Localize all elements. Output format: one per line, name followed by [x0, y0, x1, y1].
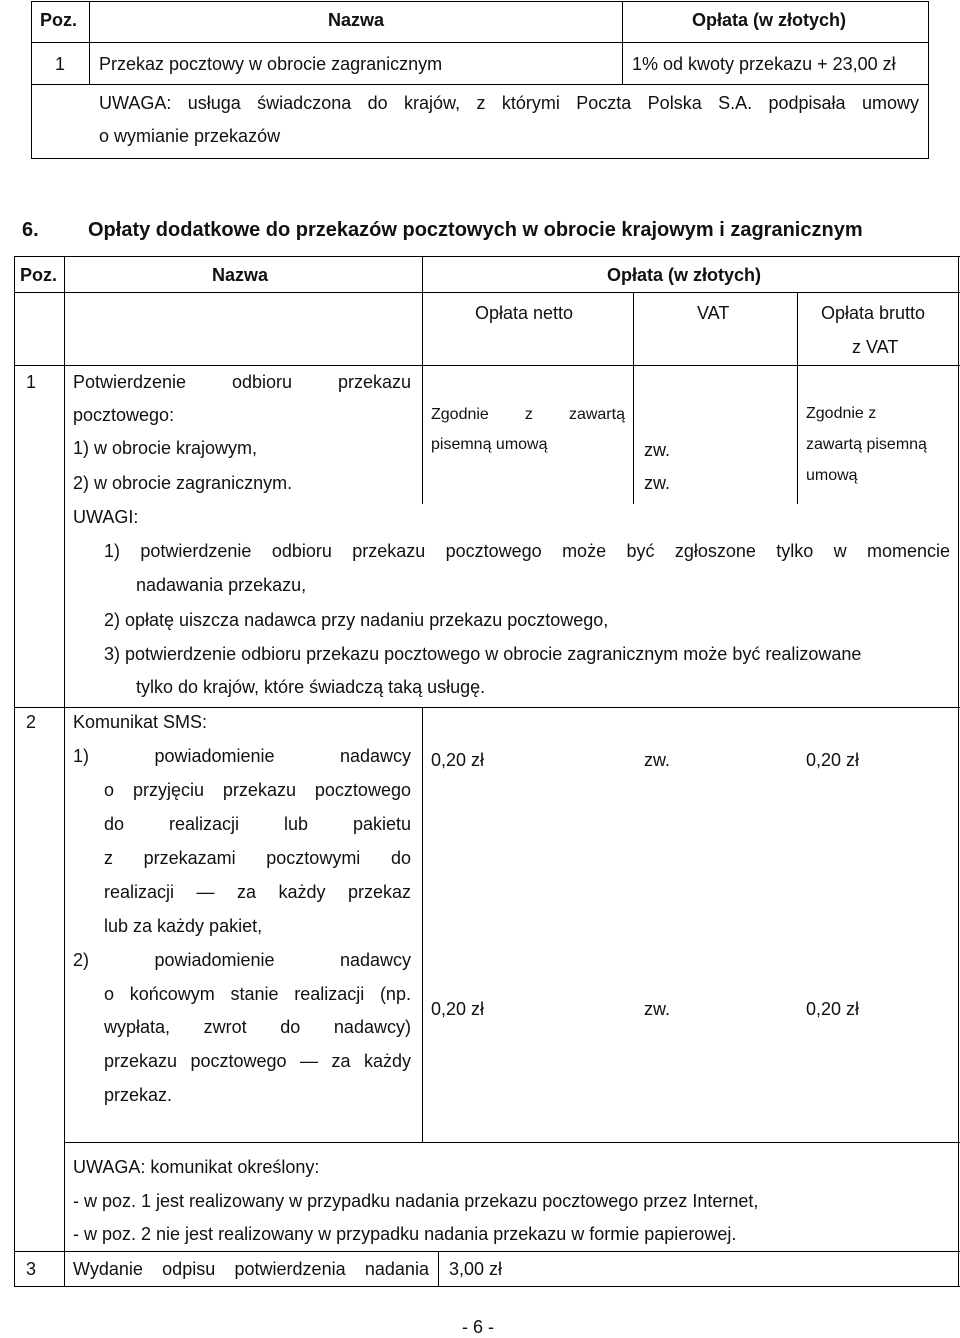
note-word: Polska [647, 93, 702, 113]
item-word: stanie [230, 984, 279, 1004]
table2-header-netto: Opłata netto [475, 303, 574, 323]
section-number: 6. [22, 219, 39, 241]
table2-row2-number: 2 [26, 712, 37, 732]
table2-row1-vat-1: zw. [644, 440, 671, 460]
row3-word: nadania [364, 1259, 429, 1279]
table1-border-right [928, 1, 929, 159]
item-word: do [390, 848, 411, 868]
table2-border-right [958, 256, 959, 1287]
table2-header-fee: Opłata (w złotych) [607, 265, 762, 285]
table2-row2-item2-vat: zw. [644, 999, 671, 1019]
uwagi-word: może [562, 541, 607, 561]
table2-row2-item2-line [104, 984, 411, 1005]
item-word: każdy [278, 882, 326, 902]
netto-word: zawartą [568, 406, 625, 423]
table1-border-left [31, 1, 32, 159]
table2-row1-uwagi-1-line1 [104, 541, 950, 562]
uwagi-word: zgłoszone [674, 541, 756, 561]
table2-divider-name-row3 [438, 1251, 439, 1287]
table2-row2-item2-line [104, 1051, 411, 1072]
table2-row2-item1-brutto: 0,20 zł [806, 750, 860, 770]
item-word: — [300, 1051, 319, 1071]
item-word: o [104, 984, 115, 1004]
table2-row3-netto: 3,00 zł [449, 1259, 503, 1279]
table1-border-row [31, 84, 929, 85]
item-word: za [331, 1051, 351, 1071]
item-word: powiadomienie [154, 950, 275, 970]
table2-row2-item1-line [104, 882, 411, 903]
item-word: pocztowymi [266, 848, 361, 868]
table2-border-row2 [14, 1251, 960, 1252]
table2-border-left [14, 256, 15, 1287]
uwagi-word: momencie [866, 541, 950, 561]
table2-row2-item1-line [104, 780, 411, 801]
table2-row2-item2-brutto: 0,20 zł [806, 999, 860, 1019]
table2-row1-brutto-line3: umową [806, 467, 858, 484]
table2-row1-uwagi-2: 2) opłatę uiszcza nadawca przy nadaniu przekazu pocztowego, [104, 610, 609, 630]
item-word: za [236, 882, 256, 902]
table1-row1-note-line2: o wymianie przekazów [99, 126, 281, 146]
netto-word: z [524, 406, 533, 423]
item-word: 1) [73, 746, 90, 766]
table1-row1-fee: 1% od kwoty przekazu + 23,00 zł [632, 54, 896, 74]
item-word: o [104, 780, 115, 800]
table2-row2-uwaga-title: UWAGA: komunikat określony: [73, 1157, 320, 1177]
note-word: którymi [501, 93, 560, 113]
item-word: powiadomienie [154, 746, 275, 766]
table2-row2-item2-line [73, 950, 411, 971]
note-word: świadczona [257, 93, 352, 113]
table2-header-poz: Poz. [20, 265, 58, 285]
item-word: końcowym [129, 984, 215, 1004]
item-word: przekazu [104, 1051, 178, 1071]
table2-divider-name-row2 [422, 707, 423, 1142]
note-word: do [367, 93, 388, 113]
item-word: (np. [379, 984, 411, 1004]
item-word: pocztowego [190, 1051, 287, 1071]
item-word: nadawcy [339, 950, 411, 970]
note-word: S.A. [718, 93, 753, 113]
item-word: do [104, 814, 125, 834]
item-word: przekazami [143, 848, 236, 868]
netto-word: Zgodnie [431, 406, 489, 423]
uwagi-word: potwierdzenie [140, 541, 252, 561]
table2-border-bottom [14, 1286, 960, 1287]
item-word: przyjęciu [132, 780, 204, 800]
item-word: 2) [73, 950, 90, 970]
row3-word: potwierdzenia [234, 1259, 346, 1279]
table2-divider-name [422, 256, 423, 504]
table2-header-name: Nazwa [212, 265, 269, 285]
row3-word: odpisu [162, 1259, 216, 1279]
name-word: Potwierdzenie [73, 372, 187, 392]
table1-row1-name: Przekaz pocztowy w obrocie zagranicznym [99, 54, 443, 74]
table2-border-row2-inner [64, 1142, 960, 1143]
name-word: przekazu [337, 372, 411, 392]
item-word: do [280, 1017, 301, 1037]
table1-header-name: Nazwa [328, 10, 385, 30]
item-word: realizacji [294, 984, 365, 1004]
note-word: usługa [187, 93, 241, 113]
table2-row1-brutto-line1: Zgodnie z [806, 405, 877, 422]
table1-divider-poz [89, 1, 90, 84]
table2-row1-uwagi-title: UWAGI: [73, 507, 139, 527]
table1-row1-note-line1 [99, 93, 919, 114]
table2-row3-number: 3 [26, 1259, 37, 1279]
table2-header-brutto: Opłata brutto [821, 303, 926, 323]
table2-border-top [14, 256, 960, 257]
table2-row1-netto-line2: pisemną umową [431, 436, 548, 453]
table2-row1-uwagi-3-line1: 3) potwierdzenie odbioru przekazu pocztowego w obrocie zagranicznym może być realizowane [104, 644, 862, 664]
uwagi-word: pocztowego [445, 541, 542, 561]
table2-row1-number: 1 [26, 372, 37, 392]
table2-border-row1 [14, 707, 960, 708]
table2-row1-netto-line1 [431, 406, 625, 424]
table2-row1-name-line3: 1) w obrocie krajowym, [73, 438, 258, 458]
note-word: podpisała [768, 93, 846, 113]
item-word: nadawcy) [333, 1017, 411, 1037]
table2-row2-title: Komunikat SMS: [73, 712, 208, 732]
uwagi-word: tylko [776, 541, 814, 561]
item-word: realizacji [168, 814, 240, 834]
note-word: umowy [861, 93, 919, 113]
item-word: przekazu [222, 780, 296, 800]
name-word: odbioru [231, 372, 293, 392]
table1-border-top [31, 1, 929, 2]
table2-row1-name-line1 [73, 372, 411, 393]
table2-row2-item2-netto: 0,20 zł [431, 999, 485, 1019]
table2-row1-uwagi-3-line2: tylko do krajów, które świadczą taką usługę. [136, 677, 486, 697]
table2-divider-poz [64, 256, 65, 1287]
table2-row1-name-line4: 2) w obrocie zagranicznym. [73, 473, 293, 493]
table2-row1-uwagi-1-line2: nadawania przekazu, [136, 575, 307, 595]
table2-row2-item1-line [104, 848, 411, 869]
note-word: krajów, [404, 93, 461, 113]
table2-border-subheader [14, 365, 960, 366]
item-word: nadawcy [339, 746, 411, 766]
table1-header-poz: Poz. [40, 10, 78, 30]
table1-header-fee: Opłata (w złotych) [692, 10, 847, 30]
table2-row1-name-line2: pocztowego: [73, 405, 175, 425]
table1-row1-number: 1 [55, 54, 66, 74]
table2-row1-brutto-line2: zawartą pisemną [806, 436, 927, 453]
uwagi-word: w [833, 541, 847, 561]
table1-border-header [31, 42, 929, 43]
item-word: lub [283, 814, 308, 834]
uwagi-word: przekazu [352, 541, 426, 561]
table2-row2-item1-last: lub za każdy pakiet, [104, 916, 263, 936]
uwagi-word: 1) [104, 541, 121, 561]
note-word: z [476, 93, 486, 113]
table2-row2-item1-netto: 0,20 zł [431, 750, 485, 770]
note-word: Poczta [576, 93, 632, 113]
table2-row2-item2-last: przekaz. [104, 1085, 173, 1105]
table2-row2-uwaga-1: - w poz. 1 jest realizowany w przypadku nadania przekazu pocztowego przez Internet, [73, 1191, 759, 1211]
item-word: realizacji [104, 882, 175, 902]
table1-border-bottom [31, 158, 929, 159]
table2-divider-vat [797, 292, 798, 504]
table2-row2-item2-line [104, 1017, 411, 1038]
item-word: zwrot [203, 1017, 247, 1037]
table2-row3-name [73, 1259, 429, 1280]
table2-row2-item1-vat: zw. [644, 750, 671, 770]
table2-divider-netto [633, 292, 634, 504]
uwagi-word: odbioru [271, 541, 332, 561]
item-word: przekaz [347, 882, 411, 902]
table2-row1-vat-2: zw. [644, 473, 671, 493]
item-word: z [104, 848, 113, 868]
page-number: - 6 - [462, 1317, 495, 1337]
item-word: — [196, 882, 215, 902]
table2-row2-item1-line [73, 746, 411, 767]
item-word: każdy [363, 1051, 411, 1071]
table2-row2-item1-line [104, 814, 411, 835]
section-title: Opłaty dodatkowe do przekazów pocztowych w obrocie krajowym i zagranicznym [88, 219, 863, 241]
table2-header-brutto-vat: z VAT [852, 337, 899, 357]
table2-header-vat: VAT [697, 303, 730, 323]
item-word: wypłata, [104, 1017, 171, 1037]
item-word: pakietu [352, 814, 411, 834]
table1-divider-fee [622, 1, 623, 84]
note-word: UWAGA: [99, 93, 172, 113]
row3-word: Wydanie [73, 1259, 143, 1279]
table2-border-header [14, 292, 960, 293]
uwagi-word: być [626, 541, 655, 561]
item-word: pocztowego [314, 780, 411, 800]
table2-row2-uwaga-2: - w poz. 2 nie jest realizowany w przypadku nadania przekazu w formie papierowej. [73, 1224, 737, 1244]
